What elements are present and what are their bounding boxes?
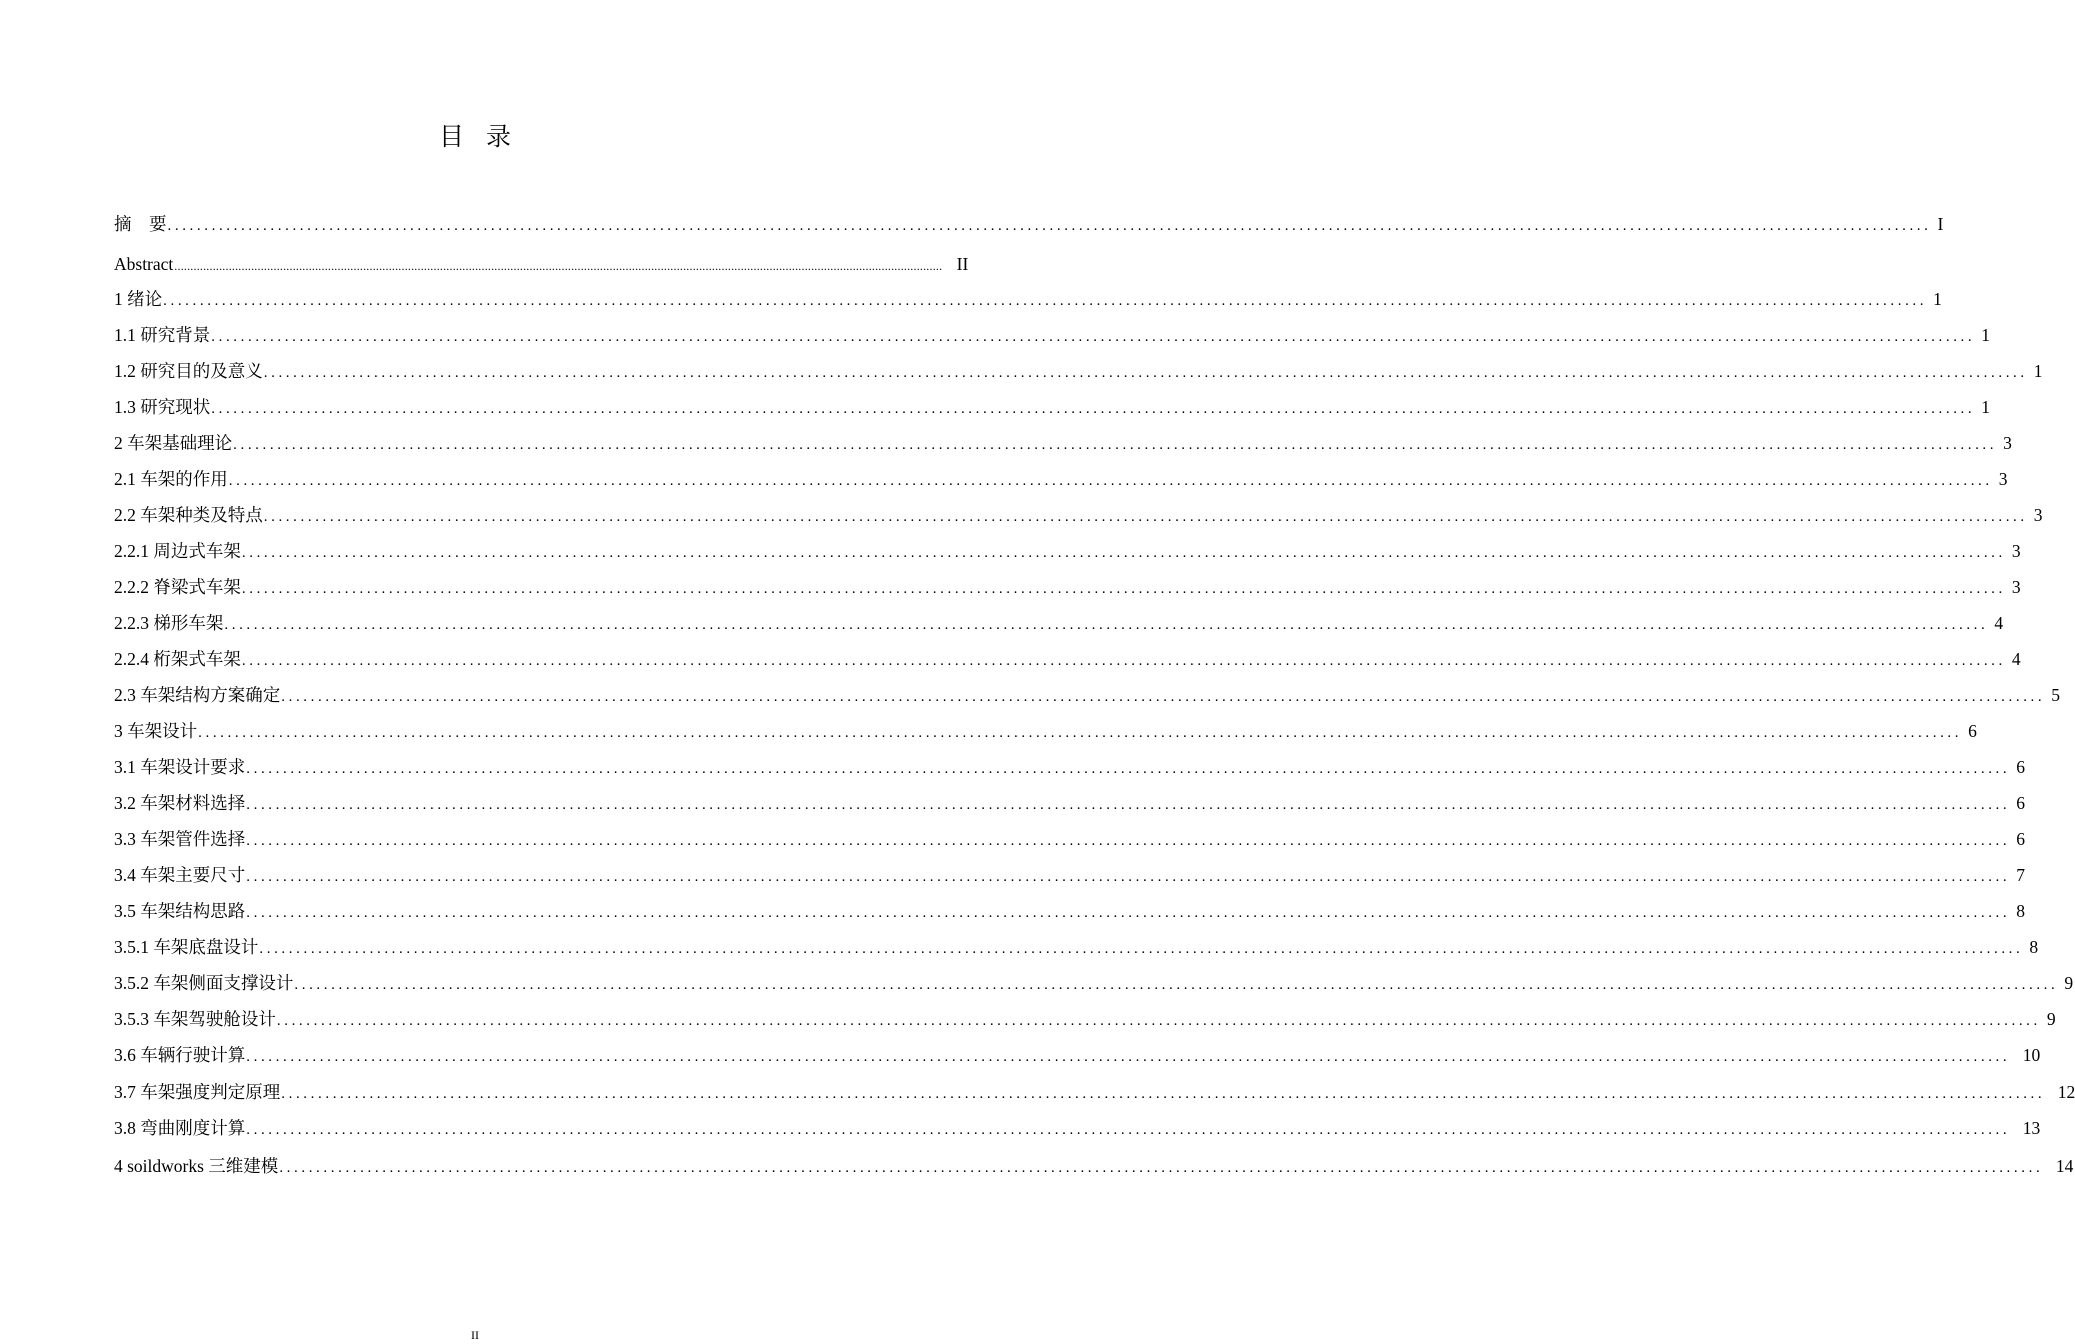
toc-entry-label: 2.2.2 脊梁式车架	[114, 577, 241, 597]
toc-entry-page: 5	[2051, 685, 2060, 705]
toc-leader-dots: ................................................................................................................................................................................................................................................	[211, 329, 1976, 345]
toc-leader-dots: ................................................................................................................................................................................................................................................	[246, 1049, 2011, 1065]
toc-entry[interactable]	[114, 285, 1942, 313]
toc-leader-dots: ................................................................................................................................................................................................................................................	[246, 869, 2011, 885]
toc-entry-label: 1.3 研究现状	[114, 397, 211, 417]
toc-entry[interactable]	[114, 1041, 2041, 1069]
toc-entry-page: 13	[2022, 1118, 2041, 1138]
toc-entry-label: 3.3 车架管件选择	[114, 829, 246, 849]
toc-leader-dots: ................................................................................................................................................................................................................................................	[241, 545, 2006, 561]
toc-entry[interactable]	[114, 933, 2039, 961]
toc-entry-label: 2.2.3 梯形车架	[114, 613, 224, 633]
toc-entry-label: 3.5 车架结构思路	[114, 901, 246, 921]
toc-entry[interactable]	[114, 393, 1990, 421]
toc-leader-dots: ................................................................................................................................................................................................................................................	[224, 617, 1989, 633]
toc-entry-page: 1	[1981, 397, 1990, 417]
toc-entry-page: 6	[1968, 721, 1977, 741]
toc-entry-page: 3	[2033, 505, 2043, 525]
toc-entry-label: 3.1 车架设计要求	[114, 757, 246, 777]
toc-entry[interactable]	[114, 1114, 2041, 1142]
toc-entry[interactable]	[114, 861, 2025, 889]
toc-entry[interactable]	[114, 681, 2060, 709]
toc-entry-label: 3.5.1 车架底盘设计	[114, 937, 259, 957]
toc-entry-page: 3	[2011, 577, 2021, 597]
toc-entry[interactable]	[114, 501, 2043, 529]
toc-entry-label: 3 车架设计	[114, 721, 198, 741]
toc-leader-dots: ................................................................................................................................................................................................................................................	[259, 941, 2024, 957]
toc-entry-label: 2 车架基础理论	[114, 433, 233, 453]
toc-entry-page: II	[956, 254, 969, 274]
toc-leader-dots: ................................................................................................................................................................................................................................................	[279, 1160, 2044, 1176]
toc-leader-dots: ................................................................................................................................................................................................................................................	[246, 905, 2011, 921]
toc-entry-page: 12	[2057, 1082, 2075, 1102]
toc-leader-dots: ................................................................................................................................................................................................................................................	[174, 259, 943, 273]
toc-entry-page: 6	[2016, 757, 2025, 777]
toc-entry-page: 1	[2033, 361, 2043, 381]
toc-entry-page: 4	[1994, 613, 2004, 633]
toc-leader-dots: ................................................................................................................................................................................................................................................	[246, 833, 2011, 849]
toc-entry-label: 3.5.3 车架驾驶舱设计	[114, 1009, 276, 1029]
toc-entry[interactable]	[114, 717, 1977, 745]
toc-entry-label: 2.2.1 周边式车架	[114, 541, 241, 561]
toc-entry-label: 3.2 车架材料选择	[114, 793, 246, 813]
toc-entry-label: 3.5.2 车架侧面支撑设计	[114, 973, 294, 993]
toc-leader-dots: ................................................................................................................................................................................................................................................	[263, 365, 2028, 381]
toc-entry[interactable]	[114, 969, 2074, 997]
toc-entry-page: 3	[2003, 433, 2012, 453]
toc-entry[interactable]	[114, 537, 2021, 565]
toc-entry[interactable]	[114, 250, 969, 278]
toc-entry-page: 6	[2016, 829, 2025, 849]
toc-entry-page: 14	[2055, 1156, 2074, 1176]
toc-entry[interactable]	[114, 357, 2043, 385]
page-number: II	[471, 1328, 479, 1342]
toc-entry-label: Abstract	[114, 254, 174, 274]
toc-entry[interactable]	[114, 645, 2021, 673]
toc-leader-dots: ................................................................................................................................................................................................................................................	[246, 797, 2011, 813]
toc-entry-page: 9	[2064, 973, 2074, 993]
toc-entry-page: 8	[2029, 937, 2039, 957]
toc-leader-dots: ................................................................................................................................................................................................................................................	[163, 293, 1928, 309]
toc-entry-label: 3.4 车架主要尺寸	[114, 865, 246, 885]
toc-entry-page: 3	[1998, 469, 2008, 489]
toc-entry-label: 2.2 车架种类及特点	[114, 505, 263, 525]
toc-leader-dots: ................................................................................................................................................................................................................................................	[276, 1013, 2041, 1029]
toc-leader-dots: ................................................................................................................................................................................................................................................	[241, 581, 2006, 597]
toc-leader-dots: ................................................................................................................................................................................................................................................	[241, 653, 2006, 669]
toc-entry-label: 1 绪论	[114, 289, 163, 309]
toc-entry-page: 1	[1933, 289, 1942, 309]
toc-entry-page: 9	[2046, 1009, 2056, 1029]
toc-entry-page: 6	[2016, 793, 2025, 813]
toc-leader-dots: ................................................................................................................................................................................................................................................	[233, 437, 1998, 453]
toc-entry-label: 1.1 研究背景	[114, 325, 211, 345]
toc-entry[interactable]	[114, 609, 2004, 637]
toc-leader-dots: ................................................................................................................................................................................................................................................	[281, 689, 2046, 705]
toc-entry[interactable]	[114, 897, 2025, 925]
toc-leader-dots: ................................................................................................................................................................................................................................................	[263, 509, 2028, 525]
toc-entry-label: 3.6 车辆行驶计算	[114, 1045, 246, 1065]
toc-entry-page: 8	[2016, 901, 2025, 921]
toc-entry-page: 10	[2022, 1045, 2041, 1065]
toc-leader-dots: ................................................................................................................................................................................................................................................	[246, 761, 2011, 777]
toc-entry-label: 2.3 车架结构方案确定	[114, 685, 281, 705]
toc-entry-label: 3.7 车架强度判定原理	[114, 1082, 281, 1102]
toc-entry[interactable]	[114, 789, 2025, 817]
toc-entry-page: 4	[2011, 649, 2021, 669]
toc-leader-dots: ................................................................................................................................................................................................................................................	[211, 401, 1976, 417]
toc-entry[interactable]	[114, 1005, 2056, 1033]
toc-entry[interactable]	[114, 429, 2012, 457]
toc-entry[interactable]	[114, 753, 2025, 781]
page-title: 目录	[438, 124, 533, 151]
toc-entry-label: 2.1 车架的作用	[114, 469, 228, 489]
toc-entry[interactable]	[114, 825, 2025, 853]
toc-leader-dots: ................................................................................................................................................................................................................................................	[198, 725, 1963, 741]
toc-entry-label: 4 soildworks 三维建模	[114, 1156, 279, 1176]
toc-entry-page: 1	[1981, 325, 1990, 345]
toc-entry-label: 摘 要	[114, 214, 167, 234]
toc-leader-dots: ................................................................................................................................................................................................................................................	[281, 1086, 2046, 1102]
toc-entry[interactable]	[114, 321, 1990, 349]
toc-entry-label: 3.8 弯曲刚度计算	[114, 1118, 246, 1138]
toc-entry-page: 7	[2016, 865, 2025, 885]
toc-entry-label: 2.2.4 桁架式车架	[114, 649, 241, 669]
toc-entry[interactable]	[114, 1152, 2074, 1180]
toc-leader-dots: ................................................................................................................................................................................................................................................	[246, 1122, 2011, 1138]
toc-entry[interactable]	[114, 465, 2008, 493]
toc-leader-dots: ................................................................................................................................................................................................................................................	[167, 218, 1932, 234]
toc-entry[interactable]	[114, 210, 1944, 238]
toc-entry[interactable]	[114, 1078, 2075, 1106]
toc-leader-dots: ................................................................................................................................................................................................................................................	[228, 473, 1993, 489]
toc-entry-label: 1.2 研究目的及意义	[114, 361, 263, 381]
toc-leader-dots: ................................................................................................................................................................................................................................................	[294, 977, 2059, 993]
toc-entry[interactable]	[114, 573, 2021, 601]
toc-entry-page: I	[1937, 214, 1944, 234]
toc-entry-page: 3	[2011, 541, 2021, 561]
